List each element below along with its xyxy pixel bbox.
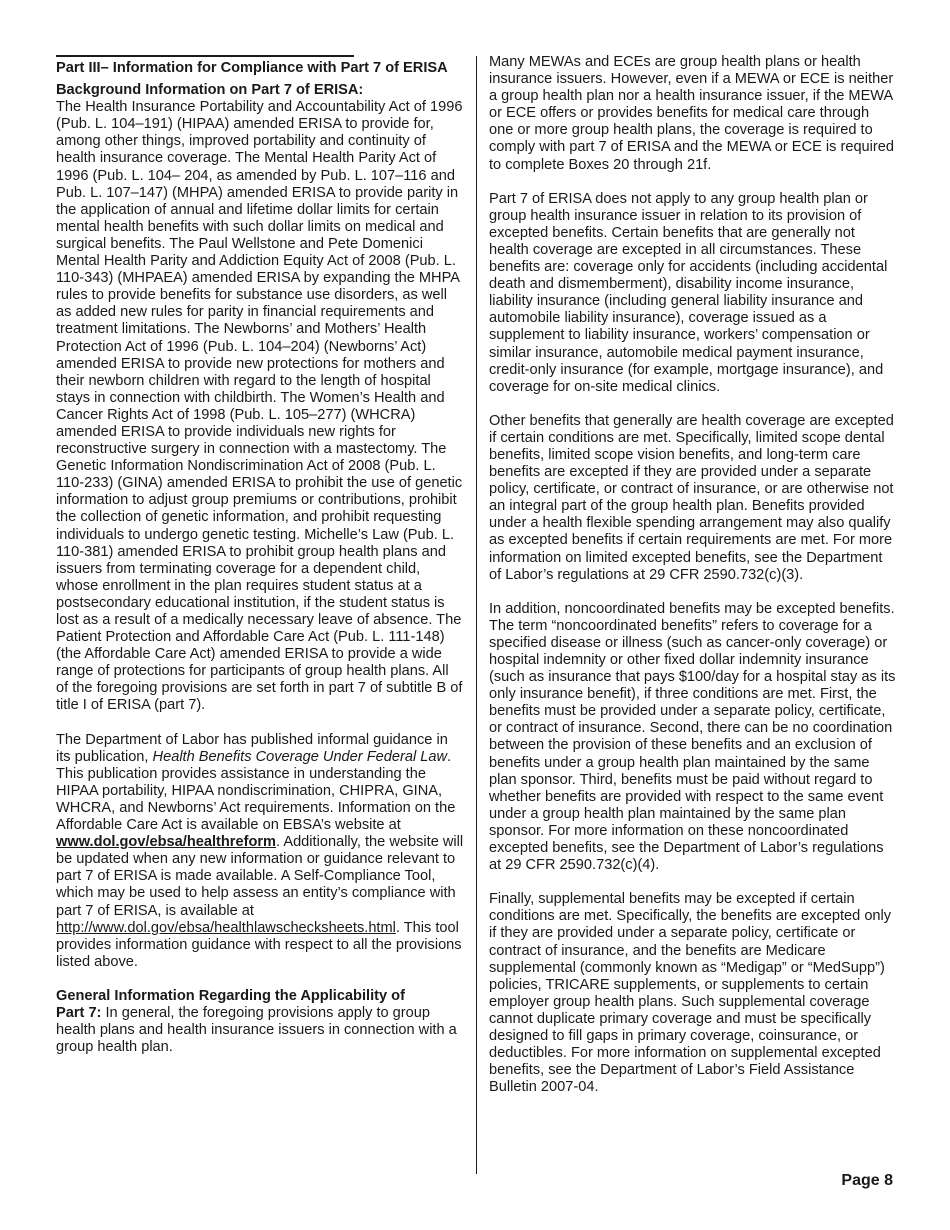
- publication-title: Health Benefits Coverage Under Federal Law: [152, 748, 448, 765]
- mewa-paragraph: Many MEWAs and ECEs are group health plans or health insurance issuers. However, even if a MEWA or ECE is neither a group health plan nor a health insurance issuer, if the MEWA or ECE offers or provides benefits for medical care through one or more group health plans, the coverage is required to comply with part 7 of ERISA and the MEWA or ECE is required to complete Boxes 20 through 21f.: [489, 54, 895, 173]
- right-column: [489, 54, 896, 1113]
- limited-excepted-paragraph: Other benefits that generally are health coverage are excepted if certain conditions are met. Specifically, limited scope dental benefits, limited scope vision benefits, and long-term care benefits are excepted if they are provided under a separate policy, certificate, or contract of insurance, or are otherwise not an integral part of the group health plan. Benefits provided under a health flexible spending arrangement may also qualify as excepted benefits if certain requirements are met. For more information on limited excepted benefits, see the Department of Labor’s regulations at 29 CFR 2590.732(c)(3).: [489, 412, 894, 583]
- dol-text-4: . This tool provides information guidance with respect to all the provisions listed above.: [56, 919, 462, 970]
- dol-text-1: The Department of Labor has published informal guidance in its publication,: [56, 731, 448, 765]
- supplemental-paragraph: Finally, supplemental benefits may be excepted if certain conditions are met. Specifically, the benefits are excepted only if they are provided under a separate policy, certificate or contract of insurance, and the benefits are Medicare supplemental (commonly known as “Medigap” or “MedSupp”) policies, TRICARE supplements, or supplements to certain employer group health plans. Such supplemental coverage cannot duplicate primary coverage and must be specifically designed to fill gaps in primary coverage, coinsurance, or deductibles. For more information on supplemental excepted benefits, see the Department of Labor’s Field Assistance Bulletin 2007-04.: [489, 891, 892, 1096]
- left-column: [56, 60, 464, 1073]
- general-heading-part7: Part 7:: [56, 1004, 102, 1021]
- background-paragraph: [56, 82, 464, 714]
- background-heading: Background Information on Part 7 of ERISA:: [56, 82, 364, 99]
- page-number: Page 8: [841, 1172, 893, 1189]
- excepted-benefits-paragraph: Part 7 of ERISA does not apply to any group health plan or group health insurance issuer in relation to its provision of excepted benefits. Certain benefits that are generally not health coverage are excepted in all circumstances. These benefits are: coverage only for accidents (including accidental death and dismemberment), disability income insurance, liability insurance (including general liability insurance and automobile liability insurance), coverage issued as a supplement to liability insurance, workers’ compensation or similar insurance, automobile medical payment insurance, credit-only insurance (for example, mortgage insurance), and coverage for on-site medical clinics.: [489, 190, 888, 395]
- column-divider: [476, 56, 477, 1174]
- noncoordinated-paragraph: In addition, noncoordinated benefits may be excepted benefits. The term “noncoordinated benefits” refers to coverage for a specified disease or illness (such as cancer-only coverage) or hospital indemnity or other fixed dollar indemnity insurance (such as insurance that pays $100/day for a hospital stay as its only insurance benefit), if three conditions are met. First, the benefits must be provided under a separate policy, certificate, or contract of insurance. Second, there can be no coordination between the provision of these benefits and an exclusion of benefits under a group health plan maintained by the same plan sponsor. Third, benefits must be paid without regard to whether benefits are provided with respect to the same event under a group health plan maintained by the same plan sponsor. For more information on these noncoordinated excepted benefits, see the Department of Labor’s regulations at 29 CFR 2590.732(c)(4).: [489, 600, 896, 874]
- background-text: The Health Insurance Portability and Accountability Act of 1996 (Pub. L. 104–191) (HIPAA) amended ERISA to provide for, among other things, improved portability and continuity of health insurance coverage. The Mental Health Parity Act of 1996 (Pub. L. 104– 204, as amended by Pub. L. 107–116 and Pub. L. 107–147) (MHPA) amended ERISA to provide parity in the application of annual and lifetime dollar limits for certain mental health benefits with such dollar limits on medical and surgical benefits. The Paul Wellstone and Pete Domenici Mental Health Parity and Addiction Equity Act of 2008 (Pub. L. 110-343) (MHPAEA) amended ERISA by expanding the MHPA rules to provide benefits for substance use disorders, as well as added new rules for parity in financial requirements and treatment limitations. The Newborns’ and Mothers’ Health Protection Act of 1996 (Pub. L. 104–204) (Newborns’ Act) amended ERISA to provide new protections for mothers and their newborn children with regard to the length of hospital stays in connection with childbirth. The Women’s Health and Cancer Rights Act of 1998 (Pub. L. 105–277) (WHCRA) amended ERISA to provide individuals new rights for reconstructive surgery in connection with a mastectomy. The Genetic Information Nondiscrimination Act of 2008 (Pub. L. 110-233) (GINA) amended ERISA to prohibit the use of genetic information to adjust group premiums or contributions, prohibit the collection of genetic information, and prohibit requesting individuals to undergo genetic testing. Michelle’s Law (Pub. L. 110-381) amended ERISA to prohibit group health plans and issuers from terminating coverage for a dependent child, whose enrollment in the plan requires student status at a postsecondary educational institution, if the student status is lost as a result of a medically necessary leave of absence. The Patient Protection and Affordable Care Act (Pub. L. 111-148) (the Affordable Care Act) amended ERISA to provide a wide range of protections for participants of group health plans. All of the foregoing provisions are set forth in part 7 of subtitle B of title I of ERISA (part 7).: [56, 99, 463, 714]
- section-rule: [56, 55, 354, 57]
- healthreform-link[interactable]: www.dol.gov/ebsa/healthreform: [56, 834, 277, 851]
- general-heading: General Information Regarding the Applicability of: [56, 987, 405, 1004]
- checksheets-link[interactable]: http://www.dol.gov/ebsa/healthlawschecksheets.html: [56, 919, 396, 936]
- general-text: In general, the foregoing provisions apply to group health plans and health insurance issuers in connection with a group health plan.: [56, 1004, 457, 1056]
- dol-guidance-paragraph: [56, 732, 464, 971]
- dol-text-3: . Additionally, the website will be updated when any new information or guidance relevant to part 7 of ERISA is made available. A Self-Compliance Tool, which may be used to help assess an entity’s compliance with part 7 of ERISA, is available at: [56, 834, 464, 919]
- general-info-paragraph: [56, 988, 464, 1056]
- dol-text-2: . This publication provides assistance in understanding the HIPAA portability, HIPAA nondiscrimination, CHIPRA, GINA, WHCRA, and Newborns’ Act requirements. Information on the Affordable Care Act is available on EBSA’s website at: [56, 748, 456, 834]
- section-title: Part III– Information for Compliance with Part 7 of ERISA: [56, 60, 448, 76]
